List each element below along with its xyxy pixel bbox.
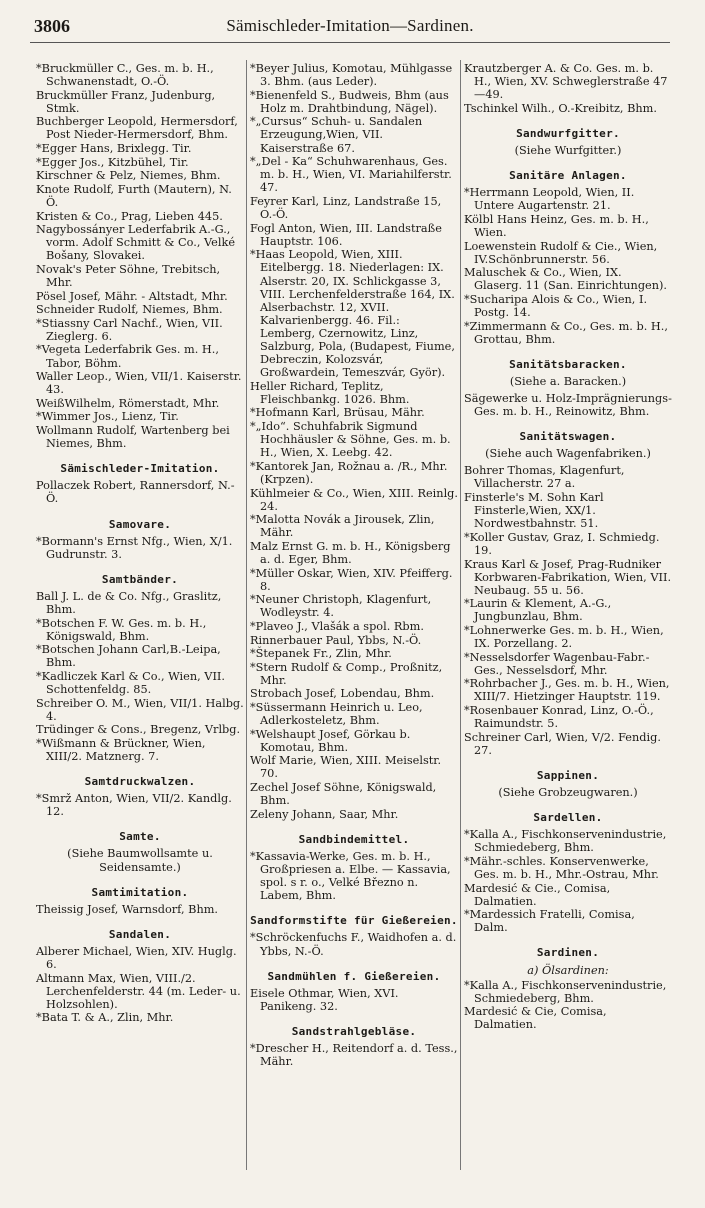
section-heading: Sandwurfgitter. — [516, 126, 620, 140]
directory-entry: Mardesić & Cie, Comisa, Dalmatien. — [464, 1005, 607, 1032]
directory-entry: *Lohnerwerke Ges. m. b. H., Wien, IX. Porzellang. 2. — [464, 623, 664, 651]
directory-entry: *Botschen Johann Carl,B.-Leipa, Bhm. — [36, 643, 221, 670]
directory-entry: Kirschner & Pelz, Niemes, Bhm. — [36, 169, 221, 183]
directory-entry: *Kantorek Jan, Rožnau a. /R., Mhr. (Krpzen). — [250, 459, 448, 486]
directory-entry: Theissig Josef, Warnsdorf, Bhm. — [36, 902, 219, 916]
directory-entry: Nagybossányer Lederfabrik A.-G., vorm. Adolf Schmitt & Co., Velké Bošany, Slovakei. — [36, 223, 236, 263]
directory-entry: *Süssermann Heinrich u. Leo, Adlerkosteletz, Bhm. — [250, 701, 423, 728]
section-heading: Sandstrahlgebläse. — [291, 1024, 417, 1038]
directory-entry: Schneider Rudolf, Niemes, Bhm. — [36, 303, 223, 317]
directory-entry: *Mardessich Fratelli, Comisa, Dalm. — [464, 908, 635, 935]
directory-entry: *Drescher H., Reitendorf a. d. Tess., Mähr. — [250, 1041, 458, 1069]
subsection-heading: a) Ölsardinen: — [527, 963, 609, 977]
directory-entry: *Sucharipa Alois & Co., Wien, I. Postg. 14. — [464, 292, 648, 319]
directory-entry: *Wimmer Jos., Lienz, Tir. — [36, 410, 179, 424]
directory-entry: *„Del - Ka“ Schuhwarenhaus, Ges. m. b. H., Wien, VI. Mariahilferstr. 47. — [250, 155, 452, 195]
column-middle — [250, 62, 458, 1069]
directory-entry: *Wißmann & Brückner, Wien, XIII/2. Matznerg. 7. — [36, 736, 206, 763]
cross-reference: (Siehe Wurfgitter.) — [514, 143, 622, 157]
directory-entry: *Mähr.-schles. Konservenwerke, Ges. m. b. H., Mhr.-Ostrau, Mhr. — [464, 854, 659, 881]
section-heading: Samtbänder. — [101, 572, 179, 586]
directory-entry: *Kassavia-Werke, Ges. m. b. H., Großpriesen a. Elbe. — Kassavia, spol. s r. o., Velké Březno n. Labem, Bhm. — [250, 849, 451, 903]
directory-entry: Kölbl Hans Heinz, Ges. m. b. H., Wien. — [464, 212, 649, 239]
section-heading: Samte. — [119, 830, 161, 844]
directory-entry: *Herrmann Leopold, Wien, II. Untere Augartenstr. 21. — [464, 186, 635, 213]
directory-entry: *Smrž Anton, Wien, VII/2. Kandlg. 12. — [36, 792, 232, 819]
section-heading: Sanitätswagen. — [519, 430, 617, 444]
directory-entry: Ball J. L. de & Co. Nfg., Graslitz, Bhm. — [36, 589, 222, 616]
directory-entry: Eisele Othmar, Wien, XVI. Panikeng. 32. — [250, 986, 399, 1013]
directory-entry: Rinnerbauer Paul, Ybbs, N.-Ö. — [250, 633, 422, 647]
column-divider — [246, 60, 247, 1170]
directory-entry: *Laurin & Klement, A.-G., Jungbunzlau, Bhm. — [464, 597, 612, 624]
cross-reference: (Siehe Grobzeugwaren.) — [498, 786, 638, 799]
directory-entry: *Bruckmüller C., Ges. m. b. H., Schwanenstadt, O.-Ö. — [36, 62, 214, 89]
directory-entry: Bohrer Thomas, Klagenfurt, Villacherstr. 27 a. — [464, 464, 625, 491]
directory-entry: *Schröckenfuchs F., Waidhofen a. d. Ybbs, N.-Ö. — [250, 931, 457, 958]
directory-entry: Loewenstein Rudolf & Cie., Wien, IV.Schönbrunnerstr. 56. — [464, 239, 658, 266]
directory-entry: *Plaveo J., Vlašák a spol. Rbm. — [250, 619, 424, 633]
directory-entry: Wolf Marie, Wien, XIII. Meiselstr. 70. — [250, 754, 442, 781]
directory-entry: Sägewerke u. Holz-Imprägnierungs-Ges. m. b. H., Reinowitz, Bhm. — [464, 391, 672, 419]
directory-entry: Fogl Anton, Wien, III. Landstraße Hauptstr. 106. — [250, 221, 442, 248]
directory-entry: *Bata T. & A., Zlin, Mhr. — [36, 1011, 174, 1025]
directory-entry: *Botschen F. W. Ges. m. b. H., Königswald, Bhm. — [36, 616, 207, 643]
directory-entry: Krautzberger A. & Co. Ges. m. b. H., Wien, XV. Schweglerstraße 47—49. — [464, 62, 668, 102]
directory-entry: *Welshaupt Josef, Görkau b. Komotau, Bhm. — [250, 727, 411, 754]
directory-entry: Kristen & Co., Prag, Lieben 445. — [36, 209, 223, 223]
directory-entry: Alberer Michael, Wien, XIV. Huglg. 6. — [36, 944, 237, 972]
directory-entry: Pösel Josef, Mähr. - Altstadt, Mhr. — [36, 289, 228, 303]
directory-entry: Trüdinger & Cons., Bregenz, Vrlbg. — [36, 723, 241, 737]
directory-entry: *Kalla A., Fischkonservenindustrie, Schmiedeberg, Bhm. — [464, 828, 667, 855]
directory-entry: Finsterle's M. Sohn Karl Finsterle,Wien, XX/1. Nordwestbahnstr. 51. — [464, 491, 604, 531]
directory-entry: *Štepanek Fr., Zlin, Mhr. — [250, 647, 392, 661]
directory-entry: *Beyer Julius, Komotau, Mühlgasse 3. Bhm. (aus Leder). — [250, 62, 453, 89]
directory-entry: *Hofmann Karl, Brüsau, Mähr. — [250, 406, 425, 420]
directory-entry: Pollaczek Robert, Rannersdorf, N.-Ö. — [36, 479, 235, 506]
page-title: Sämischleder-Imitation—Sardinen. — [226, 16, 474, 35]
directory-entry: *Rohrbacher J., Ges. m. b. H., Wien, XIII/7. Hietzinger Hauptstr. 119. — [464, 677, 670, 704]
page-header — [30, 14, 670, 44]
directory-entry: Malz Ernst G. m. b. H., Königsberg a. d. Eger, Bhm. — [250, 539, 451, 566]
directory-entry: Maluschek & Co., Wien, IX. Glaserg. 11 (San. Einrichtungen). — [464, 266, 668, 293]
cross-reference: (Siehe Baumwollsamte u. Seidensamte.) — [67, 847, 213, 874]
cross-reference: (Siehe a. Baracken.) — [509, 374, 627, 388]
directory-entry: Mardesić & Cie., Comisa, Dalmatien. — [464, 881, 611, 908]
directory-entry: *Müller Oskar, Wien, XIV. Pfeifferg. 8. — [250, 566, 453, 593]
directory-entry: Heller Richard, Teplitz, Fleischbankg. 1026. Bhm. — [250, 379, 410, 406]
header-rule — [30, 42, 670, 43]
column-divider — [460, 60, 461, 1170]
section-heading: Sanitäre Anlagen. — [509, 169, 627, 183]
directory-entry: *Bormann's Ernst Nfg., Wien, X/1. Gudrunstr. 3. — [36, 534, 233, 561]
section-heading: Samtdruckwalzen. — [84, 775, 196, 789]
directory-entry: Wollmann Rudolf, Wartenberg bei Niemes, Bhm. — [36, 424, 230, 451]
directory-entry: Tschinkel Wilh., O.-Kreibitz, Bhm. — [464, 101, 657, 115]
section-heading: Samtimitation. — [91, 885, 189, 899]
directory-entry: *Kadliczek Karl & Co., Wien, VII. Schottenfeldg. 85. — [36, 669, 225, 697]
section-heading: Sappinen. — [536, 768, 600, 782]
directory-entry: Waller Leop., Wien, VII/1. Kaiserstr. 43. — [36, 370, 242, 397]
directory-entry: Schreiner Carl, Wien, V/2. Fendig. 27. — [464, 730, 661, 757]
directory-entry: *Koller Gustav, Graz, I. Schmiedg. 19. — [464, 530, 660, 557]
directory-entry: Altmann Max, Wien, VIII./2. Lerchenfelderstr. 44 (m. Leder- u. Holzsohlen). — [36, 971, 241, 1011]
section-heading: Sandalen. — [108, 927, 172, 941]
section-heading: Sanitätsbaracken. — [509, 357, 627, 371]
directory-entry: Strobach Josef, Lobendau, Bhm. — [250, 687, 435, 701]
section-heading: Sandformstifte für Gießereien. — [250, 914, 458, 928]
directory-entry: *„Ido“. Schuhfabrik Sigmund Hochhäusler & Söhne, Ges. m. b. H., Wien, X. Leebg. 42. — [250, 420, 451, 460]
section-heading: Sardinen. — [536, 946, 600, 960]
directory-entry: *Kalla A., Fischkonservenindustrie, Schmiedeberg, Bhm. — [464, 978, 667, 1005]
directory-entry: Zechel Josef Söhne, Königswald, Bhm. — [250, 781, 437, 808]
directory-entry: *Vegeta Lederfabrik Ges. m. H., Tabor, Böhm. — [36, 343, 219, 370]
directory-entry: *Bienenfeld S., Budweis, Bhm (aus Holz m. Drahtbindung, Nägel). — [250, 88, 449, 115]
section-heading: Samovare. — [108, 517, 172, 531]
column-left — [36, 62, 244, 1025]
section-heading: Sämischleder-Imitation. — [60, 462, 220, 476]
directory-entry: Feyrer Karl, Linz, Landstraße 15, O.-Ö. — [250, 194, 442, 222]
directory-entry: Bruckmüller Franz, Judenburg, Stmk. — [36, 88, 216, 115]
directory-entry: *Rosenbauer Konrad, Linz, O.-Ö., Raimundstr. 5. — [464, 704, 654, 731]
directory-entry: *Neuner Christoph, Klagenfurt, Wodleystr. 4. — [250, 593, 432, 620]
directory-entry: *Zimmermann & Co., Ges. m. b. H., Grottau, Bhm. — [464, 319, 668, 346]
directory-entry: Kraus Karl & Josef, Prag-Rudniker Korbwaren-Fabrikation, Wien, VII. Neubaug. 55 u. 56. — [464, 557, 672, 597]
directory-entry: *Egger Jos., Kitzbühel, Tir. — [36, 155, 189, 169]
section-heading: Sandmühlen f. Gießereien. — [267, 969, 441, 983]
directory-entry: *Malotta Novák a Jirousek, Zlin, Mähr. — [250, 513, 435, 540]
section-heading: Sandbindemittel. — [298, 832, 410, 846]
directory-entry: *„Cursus“ Schuh- u. Sandalen Erzeugung,Wien, VII. Kaiserstraße 67. — [250, 115, 423, 155]
directory-entry: Kühlmeier & Co., Wien, XIII. Reinlg. 24. — [250, 486, 459, 513]
page-number: 3806 — [34, 16, 70, 36]
directory-entry: Knote Rudolf, Furth (Mautern), N. Ö. — [36, 182, 232, 209]
directory-entry: *Stiassny Carl Nachf., Wien, VII. Zieglerg. 6. — [36, 316, 223, 343]
cross-reference: (Siehe auch Wagenfabriken.) — [485, 447, 651, 461]
directory-entry: *Stern Rudolf & Comp., Proßnitz, Mhr. — [250, 660, 443, 687]
directory-entry: Novak's Peter Söhne, Trebitsch, Mhr. — [36, 262, 221, 289]
directory-entry: *Haas Leopold, Wien, XIII. Eitelbergg. 18. Niederlagen: IX. Alserstr. 20, IX. Schlickgasse 3, VIII. Lerchenfelderstraße 164, IX. Alserbachstr. 12, XVII. Kalvarienbergg. 46. Fil.: Lemberg, Czernowitz, Linz, Salzburg, Pola, (Budapest, Fiume, Debreczin, Kolozsvár, Großwardein, Temeszvár, Györ). — [250, 248, 455, 380]
section-heading: Sardellen. — [533, 811, 603, 825]
directory-entry: Zeleny Johann, Saar, Mhr. — [250, 807, 399, 821]
directory-entry: Buchberger Leopold, Hermersdorf, Post Nieder-Hermersdorf, Bhm. — [36, 115, 238, 142]
directory-entry: *Nesselsdorfer Wagenbau-Fabr.-Ges., Nesselsdorf, Mhr. — [464, 650, 650, 677]
column-right — [464, 62, 672, 1032]
directory-entry: Schreiber O. M., Wien, VII/1. Halbg. 4. — [36, 696, 244, 723]
directory-entry: WeißWilhelm, Römerstadt, Mhr. — [36, 396, 220, 410]
directory-entry: *Egger Hans, Brixlegg. Tir. — [36, 142, 192, 156]
